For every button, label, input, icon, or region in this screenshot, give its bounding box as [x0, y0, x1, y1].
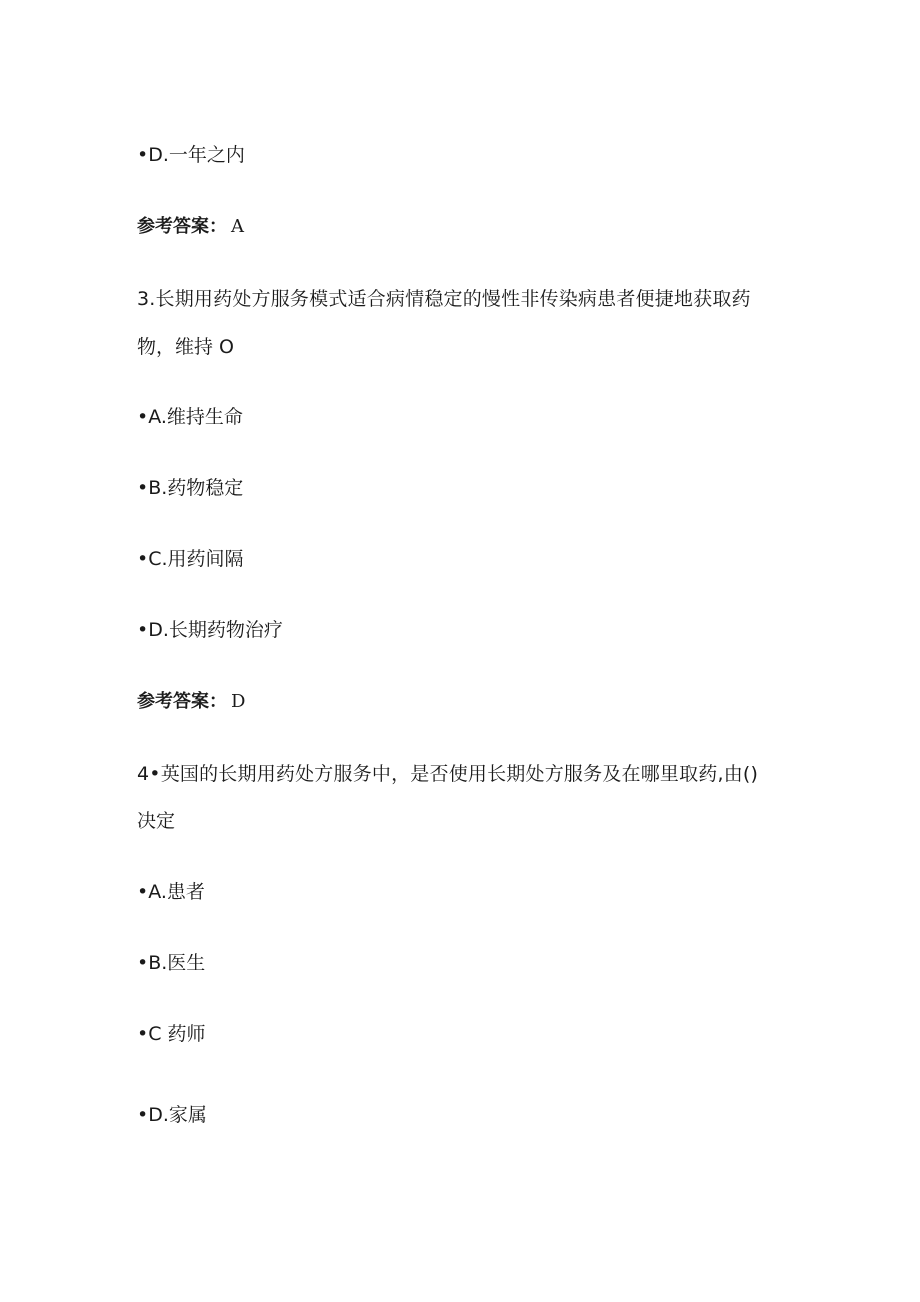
prev-option-d: •D.一年之内 [137, 144, 245, 166]
question-4-option-b: •B.医生 [137, 952, 206, 974]
question-4-text-line-2: 决定 [137, 810, 176, 832]
question-4-option-c: •C 药师 [137, 1023, 206, 1045]
answer-label: 参考答案： [137, 691, 227, 712]
question-3-option-d: •D.长期药物治疗 [137, 619, 283, 641]
question-3-option-b: •B.药物稳定 [137, 477, 244, 499]
question-3-text-line-2: 物，维持 O [137, 336, 234, 358]
prev-answer [137, 214, 244, 239]
question-4-option-d: •D.家属 [137, 1104, 207, 1126]
question-3-text-line-1: 3.长期用药处方服务模式适合病情稳定的慢性非传染病患者便捷地获取药 [137, 288, 751, 310]
question-4-text-line-1: 4•英国的长期用药处方服务中，是否使用长期处方服务及在哪里取药,由() [137, 763, 759, 785]
answer-value: A [231, 216, 244, 237]
question-4-option-a: •A.患者 [137, 881, 205, 903]
answer-label: 参考答案： [137, 216, 227, 237]
question-3-answer [137, 689, 245, 714]
question-3-option-a: •A.维持生命 [137, 406, 243, 428]
question-3-option-c: •C.用药间隔 [137, 548, 244, 570]
answer-value: D [231, 691, 246, 712]
